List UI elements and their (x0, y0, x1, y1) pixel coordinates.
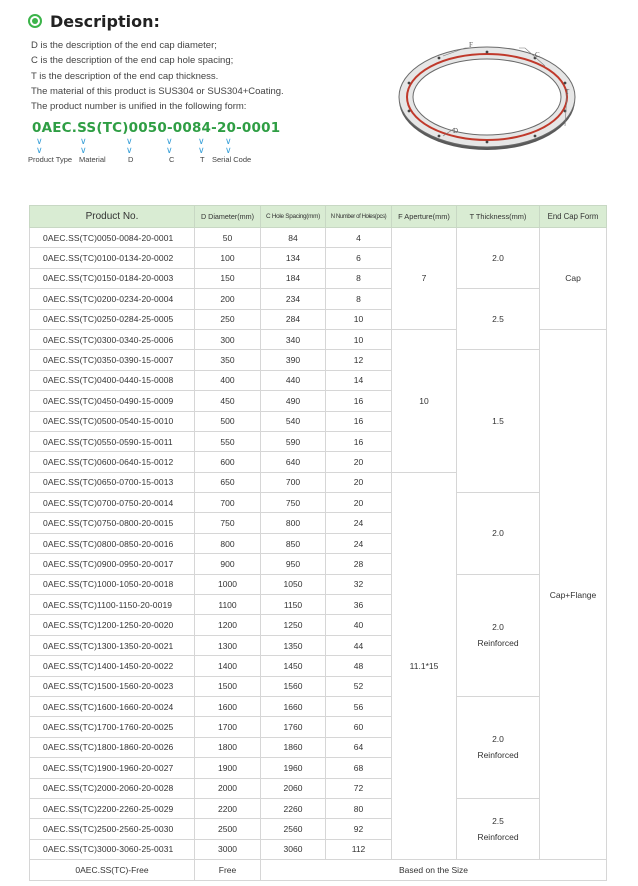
cell-diameter: 2200 (195, 798, 261, 818)
cell-form: Cap+Flange (540, 329, 607, 859)
cell-spacing: 2260 (261, 798, 326, 818)
table-row (30, 493, 607, 513)
cell-holes: 40 (326, 615, 392, 635)
cell-spacing: 950 (261, 554, 326, 574)
cell-product: 0AEC.SS(TC)0250-0284-25-0005 (30, 309, 195, 329)
cell-thickness: 1.5 (457, 350, 540, 493)
cell-thickness: 2.0 Reinforced (457, 574, 540, 696)
cell-product: 0AEC.SS(TC)0100-0134-20-0002 (30, 248, 195, 268)
cell-spacing: 1050 (261, 574, 326, 594)
diagram-label-d: D (453, 127, 459, 135)
cell-aperture: 11.1*15 (392, 472, 457, 859)
cell-product: 0AEC.SS(TC)0500-0540-15-0010 (30, 411, 195, 431)
cell-spacing: 590 (261, 431, 326, 451)
cell-diameter: 500 (195, 411, 261, 431)
cell-holes: 52 (326, 676, 392, 696)
cell-holes: 24 (326, 513, 392, 533)
cell-spacing: 850 (261, 533, 326, 553)
cell-thickness: 2.0 Reinforced (457, 696, 540, 798)
cell-diameter: 3000 (195, 839, 261, 859)
cell-holes: 10 (326, 309, 392, 329)
cell-diameter: 600 (195, 452, 261, 472)
cell-product: 0AEC.SS(TC)0750-0800-20-0015 (30, 513, 195, 533)
cell-product: 0AEC.SS(TC)3000-3060-25-0031 (30, 839, 195, 859)
cell-product: 0AEC.SS(TC)0550-0590-15-0011 (30, 431, 195, 451)
chevron-down-icon: ∨ ∨ (225, 136, 232, 155)
cell-aperture: 10 (392, 329, 457, 472)
cell-holes: 4 (326, 228, 392, 248)
cell-product: 0AEC.SS(TC)0800-0850-20-0016 (30, 533, 195, 553)
cell-product: 0AEC.SS(TC)1200-1250-20-0020 (30, 615, 195, 635)
header-aperture: F Aperture(mm) (392, 206, 457, 228)
cell-holes: 36 (326, 595, 392, 615)
cell-spacing: 1560 (261, 676, 326, 696)
code-label-c: C (169, 155, 175, 164)
table-row (30, 696, 607, 716)
end-cap-diagram (395, 38, 580, 163)
cell-diameter: 650 (195, 472, 261, 492)
section-title: Description: (50, 11, 160, 31)
code-label-t: T (200, 155, 205, 164)
header-number-holes: N Number of Holes(pcs) (326, 206, 392, 228)
cell-diameter: 700 (195, 493, 261, 513)
table-row-free (30, 860, 607, 880)
chevron-down-icon: ∨ ∨ (166, 136, 173, 155)
cell-product: 0AEC.SS(TC)1400-1450-20-0022 (30, 656, 195, 676)
cell-diameter: 350 (195, 350, 261, 370)
cell-product: 0AEC.SS(TC)2500-2560-25-0030 (30, 819, 195, 839)
cell-holes: 20 (326, 493, 392, 513)
cell-spacing: 1760 (261, 717, 326, 737)
cell-product: 0AEC.SS(TC)2000-2060-20-0028 (30, 778, 195, 798)
cell-product-free: 0AEC.SS(TC)-Free (30, 860, 195, 880)
cell-spacing: 1250 (261, 615, 326, 635)
cell-product: 0AEC.SS(TC)0300-0340-25-0006 (30, 329, 195, 349)
cell-diameter: 1700 (195, 717, 261, 737)
cell-spacing: 750 (261, 493, 326, 513)
cell-diameter: 200 (195, 289, 261, 309)
table-row (30, 574, 607, 594)
chevron-down-icon: ∨ ∨ (126, 136, 133, 155)
cell-product: 0AEC.SS(TC)0600-0640-15-0012 (30, 452, 195, 472)
ring-inner-hole (413, 59, 561, 135)
cell-holes: 32 (326, 574, 392, 594)
cell-product: 0AEC.SS(TC)0150-0184-20-0003 (30, 268, 195, 288)
cell-thickness: 2.5 Reinforced (457, 798, 540, 859)
cell-product: 0AEC.SS(TC)2200-2260-25-0029 (30, 798, 195, 818)
cell-diameter: 1000 (195, 574, 261, 594)
cell-diameter: 300 (195, 329, 261, 349)
cell-holes: 6 (326, 248, 392, 268)
cell-spacing: 440 (261, 370, 326, 390)
cell-spacing: 234 (261, 289, 326, 309)
cell-diameter: 2000 (195, 778, 261, 798)
cell-holes: 48 (326, 656, 392, 676)
cell-diameter: 400 (195, 370, 261, 390)
cell-form: Cap (540, 228, 607, 330)
cell-free-note: Based on the Size (261, 860, 607, 880)
cell-thickness: 2.5 (457, 289, 540, 350)
code-label-d: D (128, 155, 134, 164)
chevron-down-icon: ∨ ∨ (36, 136, 43, 155)
chevron-down-icon: ∨ ∨ (198, 136, 205, 155)
product-code-example: 0AEC.SS(TC)0050-0084-20-0001 (32, 120, 281, 136)
header-diameter: D Diameter(mm) (195, 206, 261, 228)
cell-product: 0AEC.SS(TC)0700-0750-20-0014 (30, 493, 195, 513)
cell-holes: 68 (326, 758, 392, 778)
cell-holes: 44 (326, 635, 392, 655)
description-line: C is the description of the end cap hole spacing; (31, 55, 234, 67)
cell-holes: 64 (326, 737, 392, 757)
cell-product: 0AEC.SS(TC)1300-1350-20-0021 (30, 635, 195, 655)
cell-product: 0AEC.SS(TC)0050-0084-20-0001 (30, 228, 195, 248)
description-line: T is the description of the end cap thickness. (31, 70, 219, 82)
cell-spacing: 3060 (261, 839, 326, 859)
cell-product: 0AEC.SS(TC)0450-0490-15-0009 (30, 391, 195, 411)
code-label-serial: Serial Code (212, 155, 252, 164)
diagram-label-t: T (565, 88, 570, 96)
cell-spacing: 490 (261, 391, 326, 411)
cell-diameter: 450 (195, 391, 261, 411)
cell-holes: 60 (326, 717, 392, 737)
cell-spacing: 540 (261, 411, 326, 431)
header-thickness: T Thickness(mm) (457, 206, 540, 228)
cell-product: 0AEC.SS(TC)0400-0440-15-0008 (30, 370, 195, 390)
cell-holes: 80 (326, 798, 392, 818)
cell-diameter: 250 (195, 309, 261, 329)
cell-diameter: 1600 (195, 696, 261, 716)
cell-diameter: 1500 (195, 676, 261, 696)
table-header-row (30, 206, 607, 228)
cell-holes: 16 (326, 431, 392, 451)
cell-diameter: 900 (195, 554, 261, 574)
cell-spacing: 284 (261, 309, 326, 329)
cell-holes: 56 (326, 696, 392, 716)
code-label-material: Material (79, 155, 106, 164)
cell-product: 0AEC.SS(TC)0200-0234-20-0004 (30, 289, 195, 309)
cell-diameter: 1900 (195, 758, 261, 778)
chevron-down-icon: ∨ ∨ (80, 136, 87, 155)
cell-spacing: 640 (261, 452, 326, 472)
cell-holes: 72 (326, 778, 392, 798)
cell-product: 0AEC.SS(TC)0350-0390-15-0007 (30, 350, 195, 370)
cell-holes: 24 (326, 533, 392, 553)
cell-product: 0AEC.SS(TC)1700-1760-20-0025 (30, 717, 195, 737)
cell-diameter: 150 (195, 268, 261, 288)
diagram-label-f: F (469, 41, 473, 49)
description-line: The material of this product is SUS304 or SUS304+Coating. (31, 85, 284, 97)
cell-product: 0AEC.SS(TC)1600-1660-20-0024 (30, 696, 195, 716)
cell-thickness: 2.0 (457, 493, 540, 575)
table-row (30, 350, 607, 370)
table-row (30, 289, 607, 309)
cell-product: 0AEC.SS(TC)1500-1560-20-0023 (30, 676, 195, 696)
cell-diameter: 750 (195, 513, 261, 533)
cell-diameter: 1200 (195, 615, 261, 635)
code-label-product-type: Product Type (28, 155, 73, 164)
description-line: The product number is unified in the following form: (31, 101, 247, 113)
cell-spacing: 1960 (261, 758, 326, 778)
cell-holes: 10 (326, 329, 392, 349)
cell-spacing: 1450 (261, 656, 326, 676)
cell-spacing: 1150 (261, 595, 326, 615)
cell-holes: 28 (326, 554, 392, 574)
cell-spacing: 340 (261, 329, 326, 349)
cell-spacing: 2060 (261, 778, 326, 798)
cell-product: 0AEC.SS(TC)0900-0950-20-0017 (30, 554, 195, 574)
cell-spacing: 700 (261, 472, 326, 492)
cell-spacing: 1660 (261, 696, 326, 716)
cell-holes: 16 (326, 391, 392, 411)
cell-product: 0AEC.SS(TC)1800-1860-20-0026 (30, 737, 195, 757)
cell-spacing: 134 (261, 248, 326, 268)
cell-product: 0AEC.SS(TC)1000-1050-20-0018 (30, 574, 195, 594)
cell-diameter: 2500 (195, 819, 261, 839)
cell-diameter: 100 (195, 248, 261, 268)
cell-spacing: 390 (261, 350, 326, 370)
cell-holes: 112 (326, 839, 392, 859)
header-hole-spacing: C Hole Spacing(mm) (261, 206, 326, 228)
cell-holes: 14 (326, 370, 392, 390)
bullet-circle-icon (28, 14, 42, 28)
cell-diameter: 1100 (195, 595, 261, 615)
table-row (30, 798, 607, 818)
cell-spacing: 1860 (261, 737, 326, 757)
cell-holes: 92 (326, 819, 392, 839)
cell-spacing: 800 (261, 513, 326, 533)
table-row (30, 228, 607, 248)
cell-spacing: 184 (261, 268, 326, 288)
description-line: D is the description of the end cap diameter; (31, 40, 217, 51)
header-form: End Cap Form (540, 206, 607, 228)
cell-holes: 16 (326, 411, 392, 431)
cell-aperture: 7 (392, 228, 457, 330)
cell-product: 0AEC.SS(TC)0650-0700-15-0013 (30, 472, 195, 492)
cell-holes: 20 (326, 472, 392, 492)
cell-product: 0AEC.SS(TC)1100-1150-20-0019 (30, 595, 195, 615)
description-block (31, 38, 331, 114)
cell-holes: 8 (326, 268, 392, 288)
cell-holes: 20 (326, 452, 392, 472)
cell-holes: 12 (326, 350, 392, 370)
cell-diameter: 50 (195, 228, 261, 248)
cell-diameter: 800 (195, 533, 261, 553)
spec-table (29, 205, 607, 881)
diagram-label-c: C (535, 51, 540, 59)
section-header (28, 10, 160, 32)
cell-spacing: 1350 (261, 635, 326, 655)
cell-thickness: 2.0 (457, 228, 540, 289)
cell-product: 0AEC.SS(TC)1900-1960-20-0027 (30, 758, 195, 778)
cell-diameter: 550 (195, 431, 261, 451)
cell-diameter-free: Free (195, 860, 261, 880)
header-product-no: Product No. (30, 206, 195, 228)
cell-diameter: 1400 (195, 656, 261, 676)
cell-spacing: 2560 (261, 819, 326, 839)
cell-diameter: 1300 (195, 635, 261, 655)
cell-spacing: 84 (261, 228, 326, 248)
cell-diameter: 1800 (195, 737, 261, 757)
cell-holes: 8 (326, 289, 392, 309)
